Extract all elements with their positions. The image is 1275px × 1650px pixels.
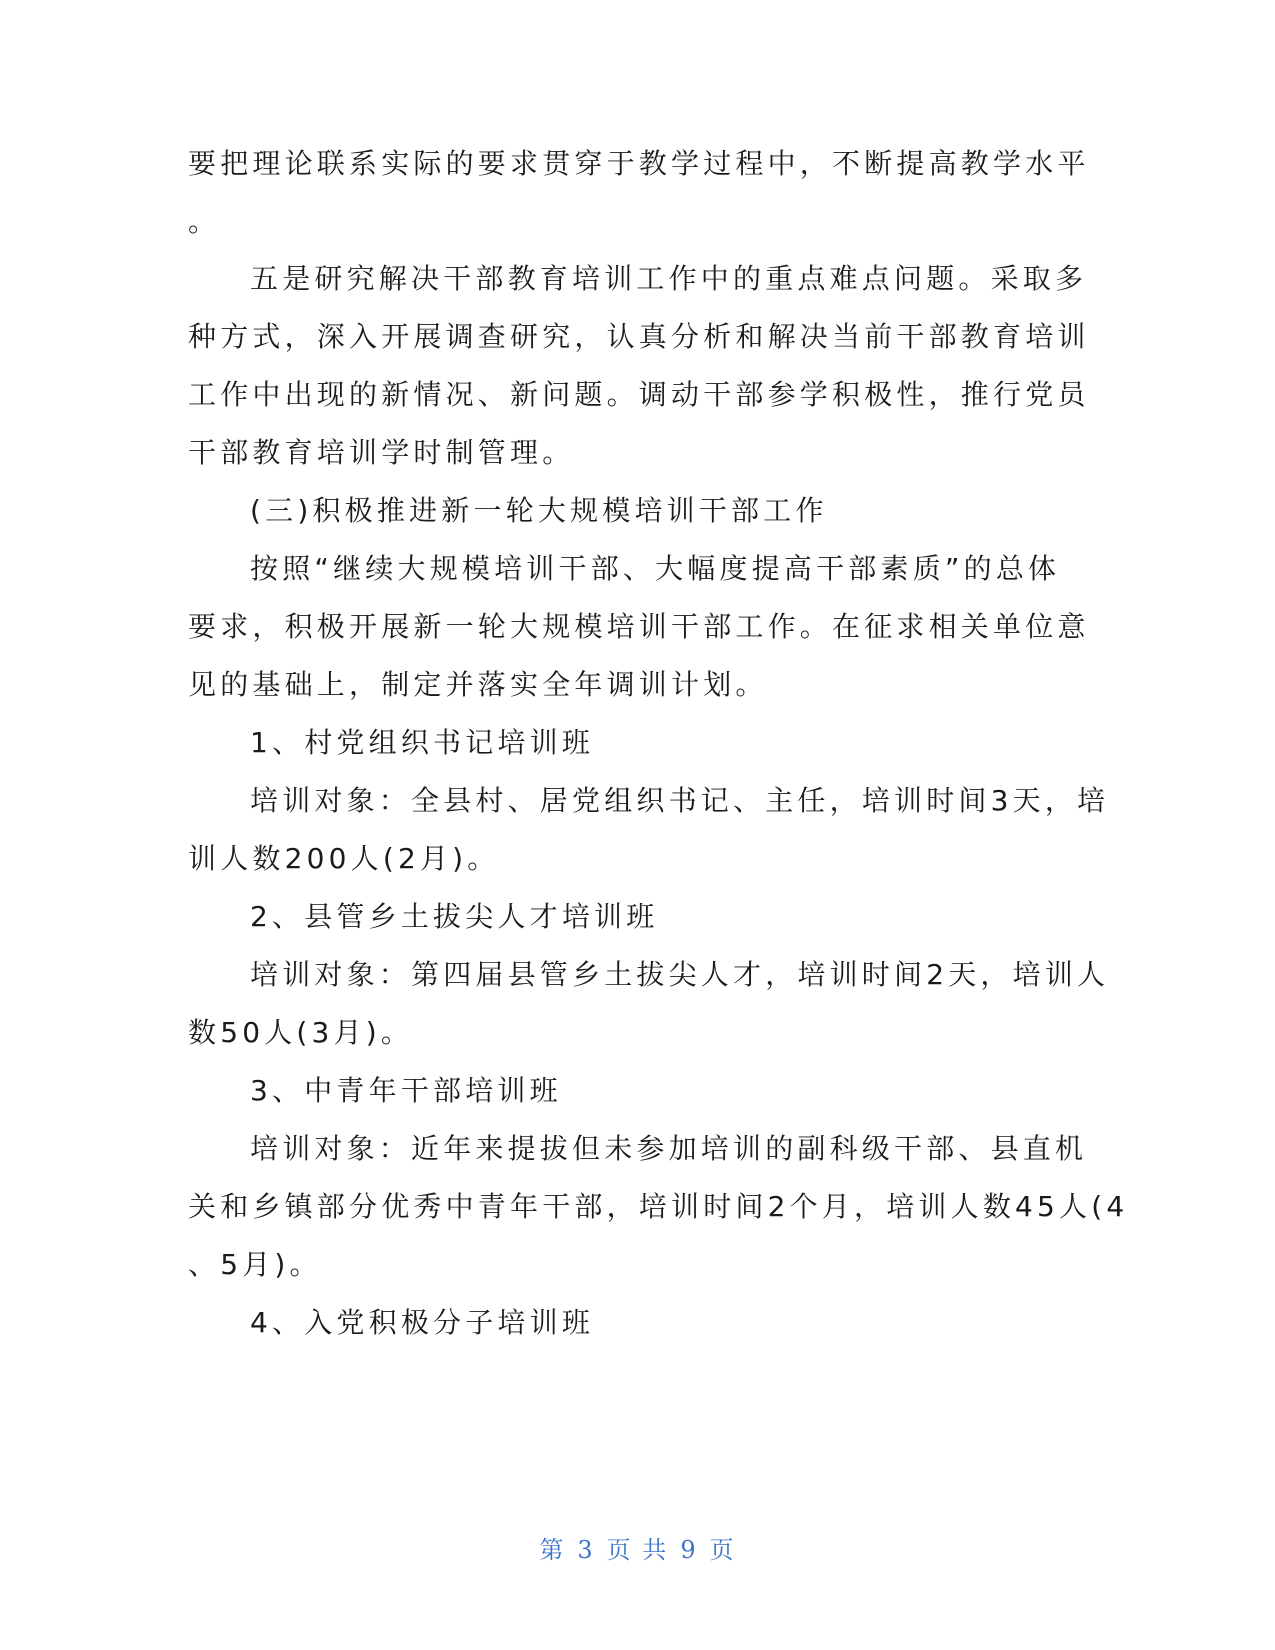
footer-middle: 页 共 <box>606 1536 669 1564</box>
paragraph-line: 关和乡镇部分优秀中青年干部，培训时间2个月，培训人数45人(4 <box>188 1190 1129 1223</box>
footer-suffix: 页 <box>709 1536 736 1564</box>
paragraph-line: 。 <box>188 205 221 238</box>
paragraph-line: 数50人(3月)。 <box>188 1016 414 1049</box>
paragraph-line: 五是研究解决干部教育培训工作中的重点难点问题。采取多 <box>250 262 1088 295</box>
footer-total-pages: 9 <box>680 1536 698 1564</box>
paragraph-line: 要求，积极开展新一轮大规模培训干部工作。在征求相关单位意 <box>188 610 1090 643</box>
list-item-heading: 1、村党组织书记培训班 <box>250 726 595 759</box>
list-item-heading: 4、入党积极分子培训班 <box>250 1306 595 1339</box>
paragraph-line: 干部教育培训学时制管理。 <box>188 436 575 469</box>
paragraph-line: 要把理论联系实际的要求贯穿于教学过程中，不断提高教学水平 <box>188 147 1090 180</box>
section-heading: (三)积极推进新一轮大规模培训干部工作 <box>250 494 828 527</box>
paragraph-line: 训人数200人(2月)。 <box>188 842 500 875</box>
paragraph-line: 种方式，深入开展调查研究，认真分析和解决当前干部教育培训 <box>188 320 1090 353</box>
paragraph-line: 、5月)。 <box>188 1248 322 1281</box>
footer-current-page: 3 <box>577 1536 595 1564</box>
page-footer <box>0 1530 1275 1565</box>
paragraph-line: 工作中出现的新情况、新问题。调动干部参学积极性，推行党员 <box>188 378 1090 411</box>
paragraph-line: 培训对象：全县村、居党组织书记、主任，培训时间3天，培 <box>250 784 1110 817</box>
list-item-heading: 3、中青年干部培训班 <box>250 1074 562 1107</box>
paragraph-line: 培训对象：近年来提拔但未参加培训的副科级干部、县直机 <box>250 1132 1088 1165</box>
list-item-heading: 2、县管乡土拔尖人才培训班 <box>250 900 659 933</box>
paragraph-line: 见的基础上，制定并落实全年调训计划。 <box>188 668 768 701</box>
paragraph-line: 培训对象：第四届县管乡土拔尖人才，培训时间2天，培训人 <box>250 958 1110 991</box>
footer-prefix: 第 <box>539 1536 566 1564</box>
paragraph-line: 按照“继续大规模培训干部、大幅度提高干部素质”的总体 <box>250 552 1061 585</box>
